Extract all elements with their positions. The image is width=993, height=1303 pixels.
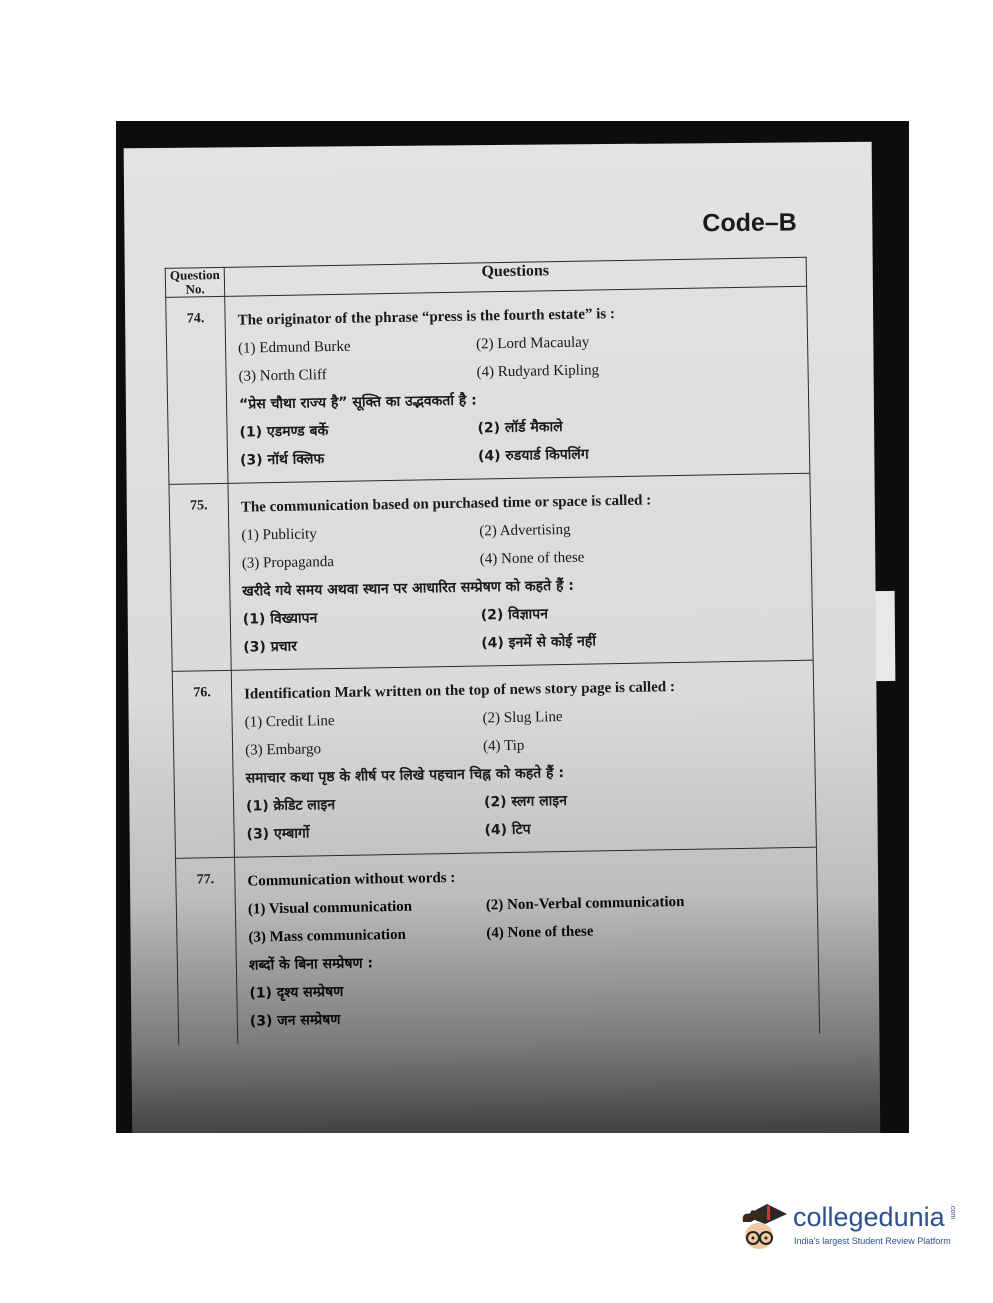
- paper-code: Code–B: [702, 208, 797, 238]
- options-hi: [239, 409, 799, 475]
- option: (3) जन सम्प्रेषण: [249, 1011, 341, 1030]
- option: (2) Slug Line: [482, 709, 563, 727]
- question-body: [231, 660, 816, 857]
- collegedunia-logo: [737, 1196, 967, 1256]
- exam-sheet: [124, 142, 881, 1133]
- question-text-en: Identification Mark written on the top of news story page is called :: [244, 679, 676, 703]
- option: (2) Advertising: [479, 521, 571, 540]
- option: (4) None of these: [486, 923, 594, 942]
- question-text-hi: समाचार कथा पृष्ठ के शीर्ष पर लिखे पहचान चिह्न को कहते हैं :: [245, 765, 565, 787]
- option: (2) विज्ञापन: [480, 606, 549, 624]
- question-text-hi: “प्रेस चौथा राज्य है” सूक्ति का उद्भवकर्ता है :: [238, 392, 477, 413]
- option: (3) एम्बार्गो: [246, 825, 310, 843]
- option: (1) क्रेडिट लाइन: [245, 797, 336, 815]
- option: (3) North Cliff: [238, 367, 327, 385]
- options-hi: [246, 783, 806, 849]
- logo-suffix: .com: [949, 1204, 956, 1220]
- option: (1) दृश्य सम्प्रेषण: [249, 983, 344, 1002]
- question-text-en: The communication based on purchased time or space is called :: [240, 492, 652, 516]
- option: (3) प्रचार: [243, 638, 298, 656]
- option: (1) Visual communication: [247, 898, 413, 918]
- question-no-header: Question No.: [165, 267, 224, 297]
- option: (4) Rudyard Kipling: [476, 362, 600, 381]
- option: (2) Non-Verbal communication: [485, 893, 685, 914]
- question-body: [234, 847, 819, 1044]
- option: (4) Tip: [482, 737, 525, 755]
- option: (2) स्लग लाइन: [483, 792, 568, 811]
- option: (2) लॉर्ड मैकाले: [477, 419, 563, 437]
- question-row: [166, 286, 810, 484]
- option: (3) नॉर्थ क्लिफ: [239, 451, 325, 469]
- option: (4) टिप: [484, 821, 531, 839]
- options-en: [248, 886, 808, 952]
- option: (1) Publicity: [241, 526, 317, 544]
- questions-header: Questions: [224, 257, 806, 296]
- option: (4) None of these: [479, 549, 585, 568]
- question-body: [228, 473, 813, 670]
- option: (1) Edmund Burke: [237, 338, 351, 357]
- option: [488, 998, 809, 1032]
- question-number: 74.: [166, 296, 228, 484]
- question-text-hi: शब्दों के बिना सम्प्रेषण :: [248, 955, 374, 974]
- logo-wordmark: collegedunia: [793, 1202, 945, 1232]
- question-text-en: The originator of the phrase “press is the fourth estate” is :: [237, 306, 616, 329]
- question-text-en: Communication without words :: [247, 869, 456, 890]
- scanned-page-photo: [116, 121, 909, 1133]
- option: (2) Lord Macaulay: [475, 334, 590, 353]
- question-number: 76.: [172, 670, 234, 858]
- question-row: [172, 660, 816, 858]
- question-row: [169, 473, 813, 671]
- question-body: [225, 286, 810, 483]
- question-row: [176, 847, 820, 1045]
- options-en: [244, 699, 804, 765]
- question-number: 75.: [169, 483, 231, 671]
- option: (4) रुडयार्ड किपलिंग: [477, 446, 589, 465]
- options-en: [238, 325, 798, 391]
- question-table: [165, 257, 820, 1045]
- option: (1) Credit Line: [244, 713, 335, 731]
- option: (3) Mass communication: [248, 926, 407, 946]
- option: (3) Embargo: [244, 741, 322, 759]
- option: (1) एडमण्ड बर्के: [239, 423, 329, 441]
- question-number: 77.: [176, 857, 238, 1045]
- option: (3) Propaganda: [241, 554, 335, 572]
- question-text-hi: खरीदे गये समय अथवा स्थान पर आधारित सम्प्रेषण को कहते हैं :: [242, 577, 575, 600]
- options-hi: [243, 596, 803, 662]
- options-en: [241, 512, 801, 578]
- options-hi: [249, 970, 809, 1036]
- logo-tagline: India's largest Student Review Platform: [794, 1236, 951, 1246]
- mascot-icon: [737, 1196, 791, 1256]
- option: (1) विख्यापन: [242, 610, 318, 628]
- option: (4) इनमें से कोई नहीं: [481, 633, 597, 652]
